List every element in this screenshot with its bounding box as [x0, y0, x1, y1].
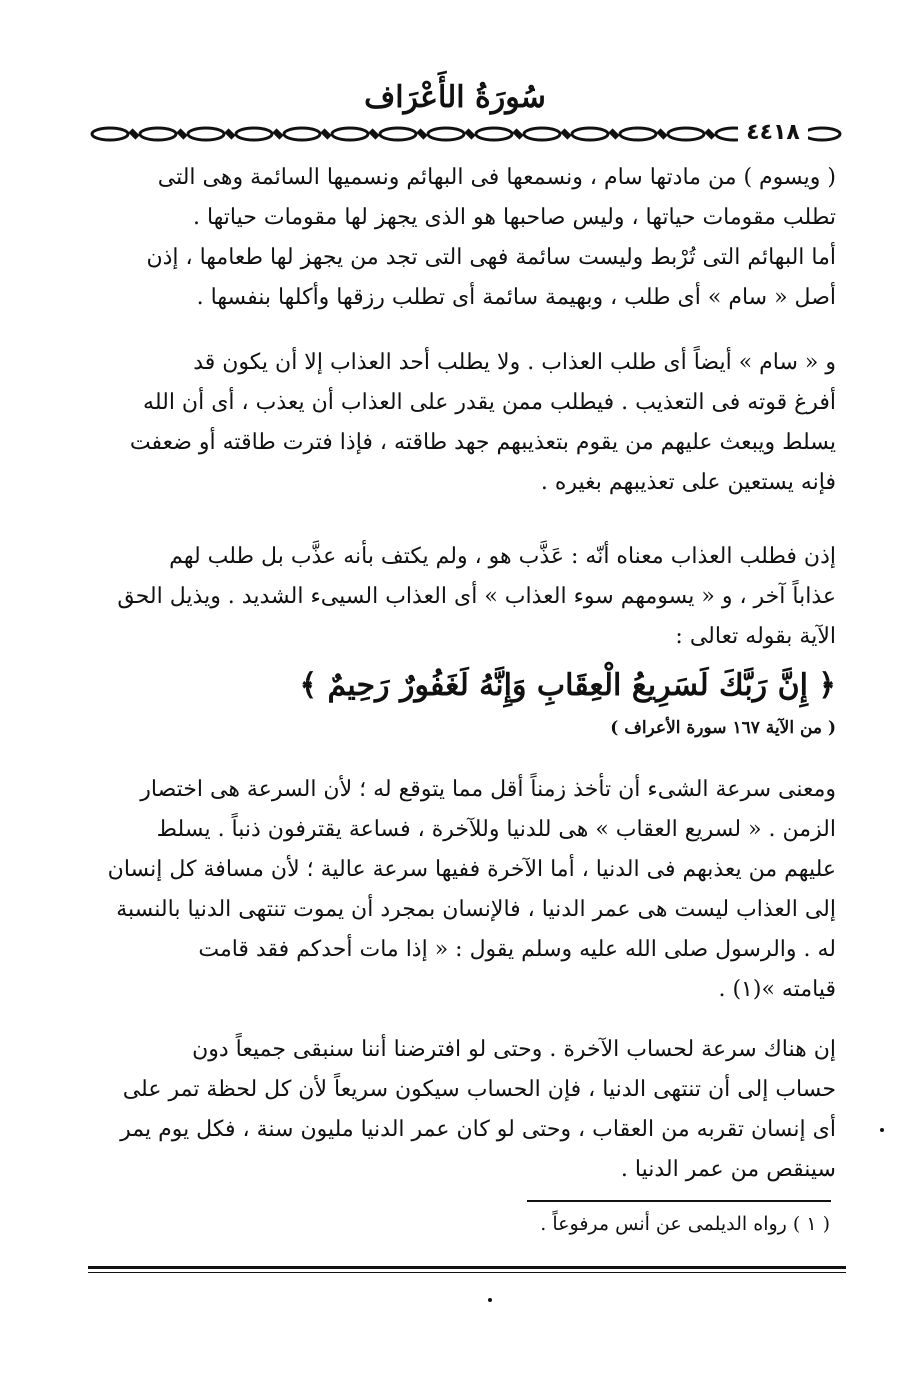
text-line: إذن فطلب العذاب معناه أنّه : عَذَّب هو ، ولم يكتف بأنه عذَّب بل طلب لهم [169, 544, 836, 569]
text-line: أصل « سام » أى طلب ، وبهيمة سائمة أى تطلب رزقها وأكلها بنفسها . [196, 285, 836, 310]
scan-speck [880, 1128, 884, 1132]
quran-verse: ﴿ إِنَّ رَبَّكَ لَسَرِيعُ الْعِقَابِ وَإِنَّهُ لَغَفُورٌ رَحِيمٌ ﴾ [299, 668, 836, 703]
text-line: يسلط ويبعث عليهم من يقوم بتعذيبهم جهد طاقته ، فإذا فترت طاقته أو ضعفت [129, 430, 836, 455]
text-line: أى إنسان تقربه من العقاب ، وحتى لو كان عمر الدنيا مليون سنة ، فكل يوم يمر [120, 1117, 836, 1142]
page-number: ٤٤١٨ [738, 120, 808, 146]
ornamental-header-rule [88, 122, 844, 146]
text-line: سينقص من عمر الدنيا . [620, 1157, 836, 1182]
text-line: الزمن . « لسريع العقاب » هى للدنيا وللآخرة ، فساعة يقترفون ذنباً . يسلط [156, 817, 836, 842]
text-line: ( ويسوم ) من مادتها سام ، ونسمعها فى البهائم ونسميها السائمة وهى التى [157, 165, 836, 190]
verse-reference: ( من الآية ١٦٧ سورة الأعراف ) [610, 718, 836, 738]
text-line: أما البهائم التى تُرْبط وليست سائمة فهى التى تجد من يجهز لها طعامها ، إذن [146, 245, 836, 270]
bottom-rule-thin [88, 1272, 846, 1273]
text-line: إن هناك سرعة لحساب الآخرة . وحتى لو افترضنا أننا سنبقى جميعاً دون [192, 1037, 836, 1062]
text-line: عليهم من يعذبهم فى الدنيا ، أما الآخرة ففيها سرعة عالية ؛ لأن مسافة كل إنسان [107, 857, 836, 882]
text-line: تطلب مقومات حياتها ، وليس صاحبها هو الذى يجهز لها مقومات حياتها . [192, 205, 836, 230]
text-line: قيامته »(١) . [718, 977, 836, 1002]
text-line: فإنه يستعين على تعذيبهم بغيره . [540, 470, 836, 495]
text-line: له . والرسول صلى الله عليه وسلم يقول : « إذا مات أحدكم فقد قامت [198, 937, 836, 962]
paragraph-1 [100, 158, 836, 318]
footnote-divider [527, 1200, 831, 1202]
bottom-rule-thick [88, 1266, 846, 1269]
text-line: و « سام » أيضاً أى طلب العذاب . ولا يطلب أحد العذاب إلا أن يكون قد [193, 350, 836, 375]
paragraph-2 [100, 343, 836, 503]
footnote: ( ١ ) رواه الديلمى عن أنس مرفوعاً . [540, 1213, 830, 1235]
text-line: الآية بقوله تعالى : [675, 624, 836, 649]
text-line: إلى العذاب ليست هى عمر الدنيا ، فالإنسان بمجرد أن يموت تنتهى الدنيا بالنسبة [116, 897, 836, 922]
scan-speck [488, 1298, 492, 1302]
paragraph-3 [100, 537, 836, 657]
text-line: ومعنى سرعة الشىء أن تأخذ زمناً أقل مما يتوقع له ؛ لأن السرعة هى اختصار [140, 777, 836, 802]
text-line: حساب إلى أن تنتهى الدنيا ، فإن الحساب سيكون سريعاً لأن كل لحظة تمر على [122, 1077, 836, 1102]
paragraph-5 [100, 1030, 836, 1190]
paragraph-4 [100, 770, 836, 1010]
surah-title: سُورَةُ الأَعْرَاف [364, 80, 546, 115]
text-line: عذاباً آخر ، و « يسومهم سوء العذاب » أى العذاب السيىء الشديد . ويذيل الحق [117, 584, 836, 609]
text-line: أفرغ قوته فى التعذيب . فيطلب ممن يقدر على العذاب أن يعذب ، أى أن الله [143, 390, 836, 415]
